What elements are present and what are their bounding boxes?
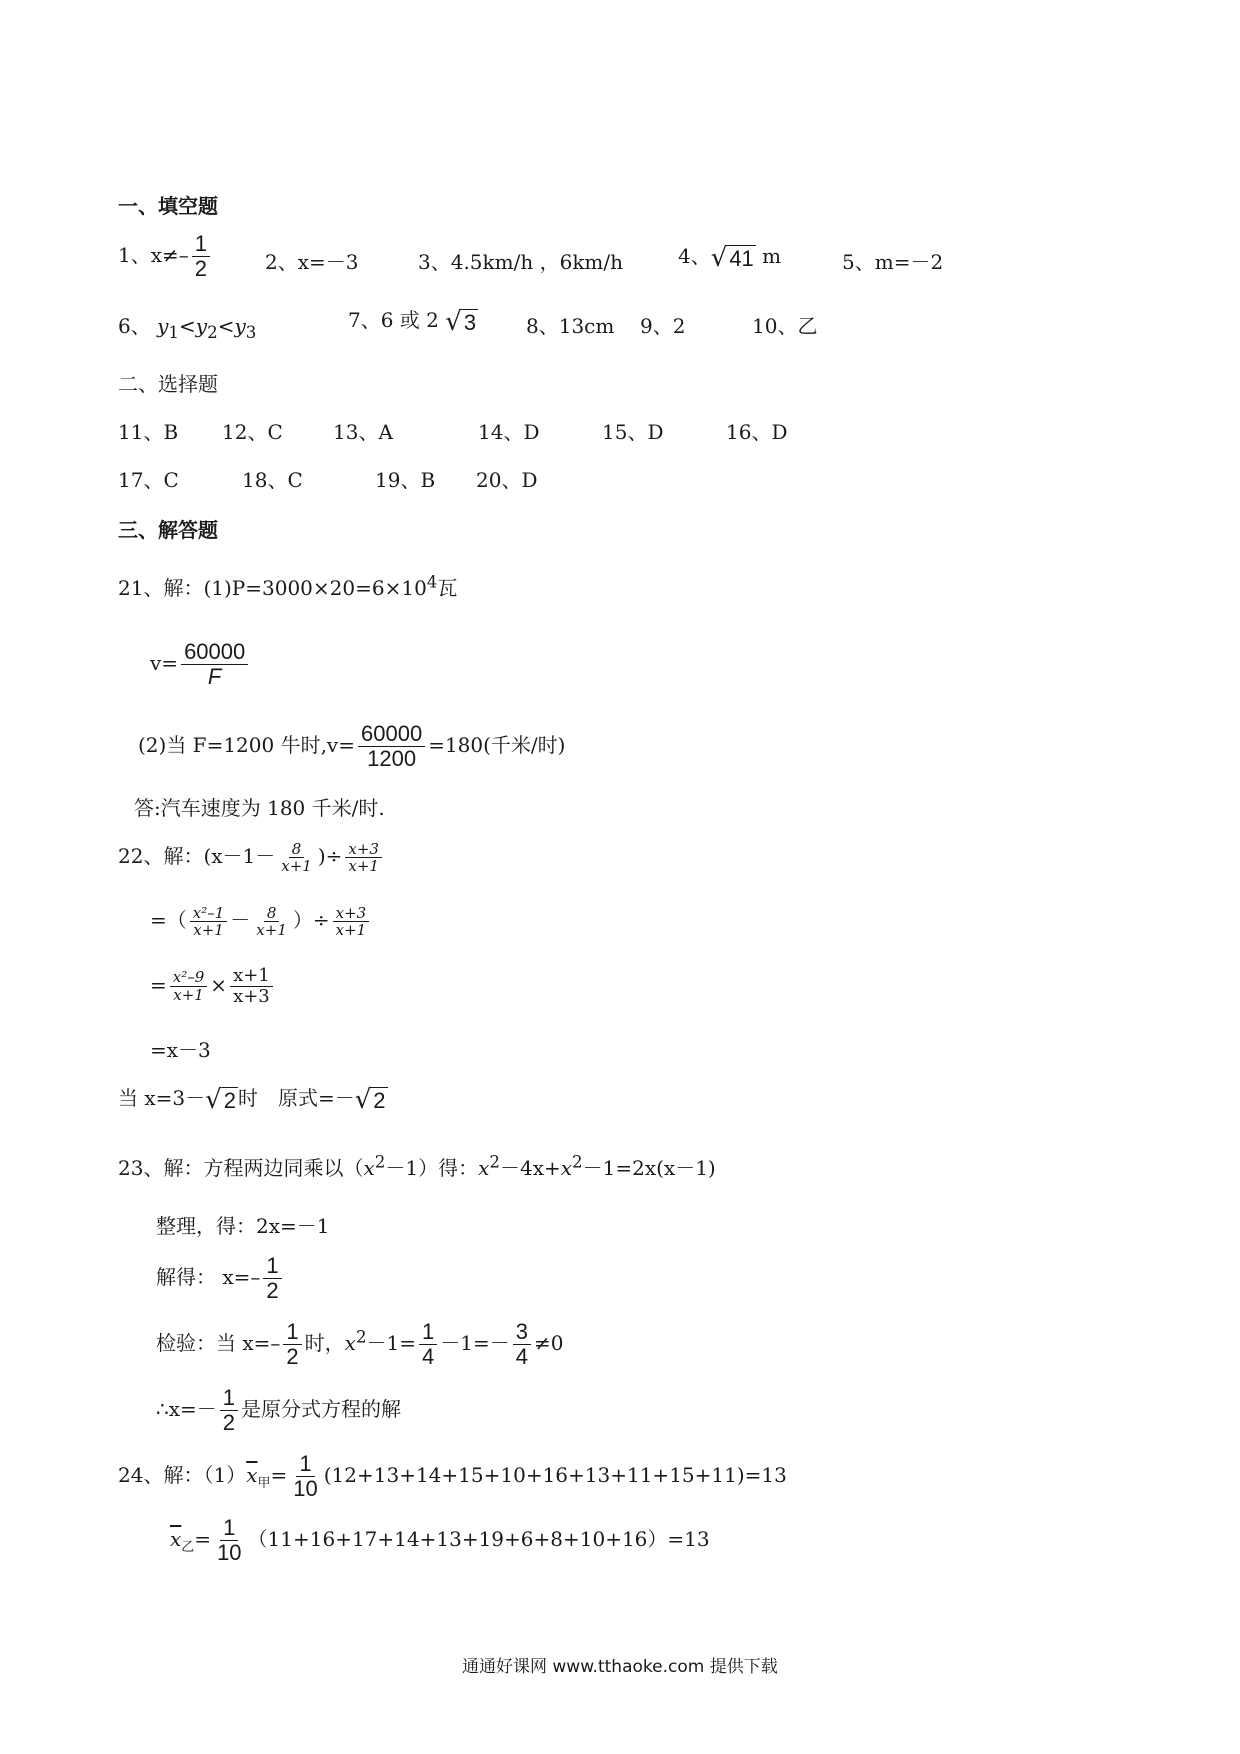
fraction-denominator: x+1	[193, 921, 224, 939]
fraction-denominator: x+3	[233, 985, 270, 1007]
choice-19: 19、B	[375, 468, 436, 492]
text: －4x+	[499, 1156, 561, 1180]
fill-q1-fraction	[192, 232, 210, 281]
fill-q7	[348, 304, 478, 337]
less-than: <	[217, 314, 235, 338]
choice-11: 11、B	[118, 420, 179, 444]
fraction	[230, 966, 273, 1007]
var-y: y	[195, 314, 208, 338]
text: －	[230, 908, 251, 932]
mean-bar-x: $\overline{x}$	[246, 1463, 258, 1488]
radicand: 3	[463, 309, 477, 335]
text: 时 原式=－	[237, 1086, 355, 1110]
var-x: x	[478, 1156, 490, 1180]
text: 解得： x=–	[156, 1265, 261, 1290]
subscript: 3	[245, 323, 257, 342]
var-y: y	[157, 314, 169, 338]
fraction-denominator: 2	[286, 1344, 299, 1370]
choice-13: 13、A	[333, 420, 393, 444]
text: 23、解：方程两边同乘以（	[118, 1156, 364, 1180]
fill-q3: 3、4.5km/h ，6km/h	[418, 250, 624, 274]
fraction-denominator: 2	[266, 1278, 279, 1304]
choice-12: 12、C	[222, 420, 283, 444]
q23-line1	[118, 1152, 716, 1181]
fill-q6-label: 6、	[118, 314, 151, 338]
fraction	[290, 1452, 320, 1501]
sqrt-symbol: √2	[205, 1084, 236, 1115]
fraction-numerator: 1	[192, 232, 210, 257]
choice-17: 17、C	[118, 468, 179, 492]
exponent: 4	[426, 572, 438, 592]
fill-q7-label: 7、6 或 2	[348, 308, 439, 332]
section-title-fill-in: 一、填空题	[118, 194, 218, 218]
fraction-denominator: x+1	[335, 921, 367, 939]
var-y: y	[234, 314, 246, 338]
text: )÷	[317, 844, 343, 868]
q23-line5	[156, 1386, 401, 1435]
text: ×	[210, 972, 228, 997]
fraction-numerator: 1	[220, 1516, 238, 1541]
fraction	[283, 1320, 301, 1369]
text: =	[194, 1527, 212, 1552]
fraction	[333, 905, 370, 939]
choice-20: 20、D	[476, 468, 538, 492]
fill-q9: 9、2	[640, 314, 686, 338]
fraction-numerator: 1	[220, 1386, 238, 1411]
fraction-denominator: 4	[422, 1344, 435, 1370]
section-title-choice: 二、选择题	[118, 372, 218, 396]
fill-q4	[678, 240, 781, 273]
fraction-denominator: 2	[194, 256, 208, 282]
text: ≠0	[534, 1331, 564, 1356]
text: 时，	[304, 1331, 345, 1356]
fraction-numerator: x²–9	[170, 969, 208, 987]
less-than: <	[179, 314, 196, 338]
q21-answer: 答:汽车速度为 180 千米/时.	[134, 796, 385, 820]
fill-q2: 2、x=－3	[265, 250, 359, 274]
text: (12+13+14+15+10+16+13+11+15+11)=13	[323, 1463, 787, 1488]
fraction-numerator: x+3	[333, 905, 370, 923]
q21-v-formula	[150, 640, 251, 689]
q22-line3	[150, 966, 276, 1007]
fill-q5: 5、m=－2	[842, 250, 944, 274]
text: （11+16+17+14+13+19+6+8+10+16）=13	[247, 1527, 710, 1552]
text: =（	[150, 908, 187, 932]
fraction-denominator: 10	[217, 1540, 242, 1566]
q23-line2: 整理，得：2x=－1	[156, 1214, 330, 1238]
q22-line5	[118, 1082, 388, 1115]
fraction	[220, 1386, 238, 1435]
fraction-denominator: 1200	[367, 746, 417, 772]
sqrt-symbol: √41	[710, 242, 754, 273]
text: －1=－	[440, 1331, 510, 1356]
unit: 瓦	[437, 576, 458, 600]
text: 22、解：(x－1－	[118, 844, 276, 868]
power-base: 10	[401, 576, 427, 600]
fill-q10: 10、乙	[752, 314, 818, 338]
text: 24、解：（1）	[118, 1463, 247, 1488]
fraction-numerator: 60000	[358, 722, 425, 747]
text: －1=	[366, 1331, 417, 1356]
radicand: 41	[729, 245, 754, 271]
fraction	[170, 969, 208, 1003]
text: ∴x=－	[156, 1397, 217, 1422]
var-x: x	[344, 1331, 356, 1356]
q21-line3	[138, 722, 565, 771]
fraction-numerator: 1	[296, 1452, 314, 1477]
sqrt-symbol: √2	[354, 1084, 386, 1115]
fraction-denominator: 10	[293, 1476, 318, 1502]
fraction-denominator: x+1	[281, 857, 312, 875]
mean-bar-x: $\overline{x}$	[170, 1527, 182, 1552]
q21-line1	[118, 572, 457, 601]
text: ）÷	[292, 908, 330, 932]
fraction-numerator: 8	[289, 841, 305, 859]
fraction	[278, 841, 315, 875]
fill-q4-label: 4、	[678, 244, 711, 268]
text: 21、解：(1)P=3000×20=6×	[118, 576, 402, 600]
q23-line3	[156, 1254, 285, 1303]
fill-q1	[118, 232, 213, 281]
subscript: 甲	[257, 1476, 271, 1492]
section-title-solutions: 三、解答题	[118, 518, 218, 542]
fraction-numerator: x²–1	[190, 905, 228, 923]
fraction	[358, 722, 425, 771]
choice-18: 18、C	[242, 468, 303, 492]
text: 是原分式方程的解	[241, 1397, 402, 1422]
q22-line1	[118, 840, 385, 875]
fraction-numerator: 1	[283, 1320, 301, 1345]
subscript: 乙	[181, 1540, 195, 1556]
radicand: 2	[223, 1087, 236, 1113]
fraction-numerator: 8	[264, 905, 280, 923]
choice-15: 15、D	[602, 420, 664, 444]
fraction	[253, 905, 290, 939]
q24-line2	[170, 1516, 710, 1565]
fraction-denominator: x+1	[348, 857, 379, 875]
fraction-denominator: 2	[222, 1410, 236, 1436]
text: 检验：当 x=–	[156, 1331, 281, 1356]
fraction-denominator: 4	[515, 1344, 529, 1370]
choice-14: 14、D	[478, 420, 540, 444]
fraction-numerator: x+1	[230, 966, 273, 987]
exponent: 2	[489, 1152, 500, 1172]
fraction-denominator: F	[207, 664, 222, 690]
fraction-numerator: x+3	[345, 841, 382, 859]
fill-q1-label: 1、x≠–	[118, 243, 189, 268]
text: =180(千米/时)	[428, 733, 566, 758]
fraction-numerator: 1	[419, 1320, 437, 1345]
fraction	[345, 841, 382, 875]
subscript: 1	[168, 323, 180, 342]
fill-q8: 8、13cm	[526, 314, 615, 338]
exponent: 2	[572, 1152, 583, 1172]
fraction	[214, 1516, 244, 1565]
fraction-numerator: 3	[513, 1320, 531, 1345]
fraction-numerator: 1	[263, 1254, 281, 1279]
fraction-denominator: x+1	[256, 921, 287, 939]
text: =	[270, 1463, 288, 1488]
exponent: 2	[374, 1152, 386, 1172]
q24-line1	[118, 1452, 787, 1501]
text: 当 x=3－	[118, 1086, 206, 1110]
fraction-denominator: x+1	[173, 985, 204, 1004]
fill-q6	[118, 310, 256, 342]
sqrt-symbol: √3	[445, 306, 477, 337]
exponent: 2	[355, 1327, 367, 1347]
var-x: x	[560, 1156, 573, 1180]
fraction	[181, 640, 248, 689]
q22-line2	[150, 904, 372, 939]
fraction	[263, 1254, 281, 1303]
text: =	[150, 972, 167, 997]
fraction	[190, 905, 228, 939]
text: (2)当 F=1200 牛时,v=	[138, 733, 355, 758]
radicand: 2	[373, 1087, 386, 1113]
q23-line4	[156, 1320, 564, 1369]
fraction-numerator: 60000	[181, 640, 248, 665]
fraction	[419, 1320, 437, 1369]
text: －1）得：	[385, 1156, 479, 1180]
page-footer: 通通好课网 www.tthaoke.com 提供下载	[462, 1657, 778, 1677]
choice-16: 16、D	[726, 420, 788, 444]
fraction	[513, 1320, 531, 1369]
var-x: x	[363, 1156, 375, 1180]
q22-line4: =x－3	[150, 1038, 211, 1062]
unit: m	[762, 244, 782, 268]
text: v=	[150, 651, 179, 676]
text: －1=2x(x－1)	[582, 1156, 716, 1180]
subscript: 2	[207, 323, 218, 342]
